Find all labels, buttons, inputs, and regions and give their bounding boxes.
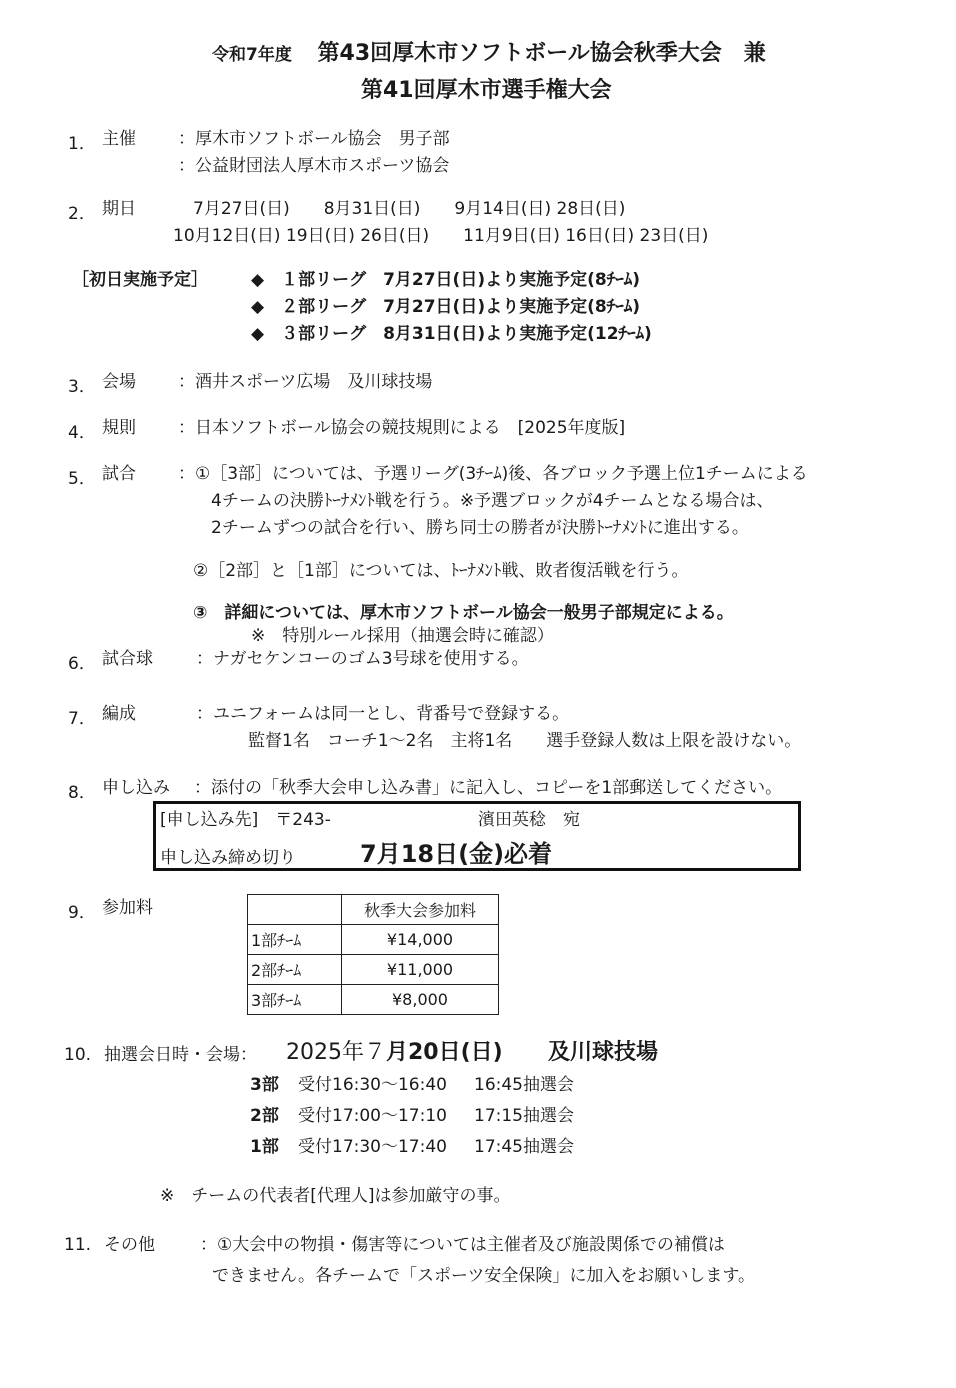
draw-date-main: 月20日(日) [386,1040,503,1065]
draw-reception: 受付17:00～17:10 [298,1106,447,1126]
fee-amount: ¥8,000 [342,985,499,1015]
section-number: 9． [68,903,96,923]
games-line-1: ：①［3部］については、予選リーグ(3ﾁｰﾑ)後、各ブロック予選上位1チームによる [178,464,808,484]
section-label-other: その他 [104,1235,155,1255]
tournament-name: 第43回厚木市ソフトボール協会秋季大会 兼 [317,41,766,66]
table-header: 秋季大会参加料 [342,895,499,925]
draw-division: 2部 [250,1106,279,1126]
table-row [248,925,499,955]
section-number: 7． [68,709,96,729]
section-label-application: 申し込み [102,778,170,798]
ball-value: ：ナガセケンコーのゴム3号球を使用する。 [196,649,529,669]
section-number: 8． [68,783,96,803]
section-number: 10. [64,1045,92,1065]
draw-venue: 及川球技場 [548,1040,659,1065]
section-label-rules: 規則 [102,418,136,438]
games-line-5: ③ 詳細については、厚木市ソフトボール協会一般男子部規定による。 [193,603,734,623]
section-label-dates: 期日 [102,199,136,219]
draw-division: 3部 [250,1075,279,1095]
table-row [248,895,499,925]
dates-line-2: 10月12日(日) 19日(日) 26日(日) 11月9日(日) 16日(日) 23日(日) [173,226,709,246]
team-division: 2部ﾁｰﾑ [248,955,342,985]
draw-date-prefix: 2025年７ [286,1040,386,1065]
section-number: 2． [68,204,96,224]
games-line-3: 2チームずつの試合を行い、勝ち同士の勝者が決勝ﾄｰﾅﾒﾝﾄに進出する。 [211,518,749,538]
team-division: 3部ﾁｰﾑ [248,985,342,1015]
section-number: 6． [68,654,96,674]
organizer-2: ：公益財団法人厚木市スポーツ協会 [178,156,450,176]
document-title-line1 [212,41,766,67]
dates-line-1: 7月27日(日) 8月31日(日) 9月14日(日) 28日(日) [193,199,626,219]
games-note: ※ 特別ルール採用（抽選会時に確認） [251,626,554,646]
application-box [153,801,801,871]
draw-date [286,1040,503,1066]
games-line-4: ②［2部］と［1部］については、ﾄｰﾅﾒﾝﾄ戦、敗者復活戦を行う。 [193,561,689,581]
deadline-label: 申し込み締め切り [160,848,296,868]
section-label-fee: 参加料 [102,898,153,918]
table-row [248,985,499,1015]
first-day-item: ◆ ３部リーグ 8月31日(日)より実施予定(12ﾁｰﾑ) [251,324,652,344]
draw-division: 1部 [250,1137,279,1157]
section-number: 4． [68,423,96,443]
fiscal-year: 令和7年度 [212,45,292,65]
fee-amount: ¥14,000 [342,925,499,955]
team-division: 1部ﾁｰﾑ [248,925,342,955]
section-number: 1． [68,134,96,154]
draw-time: 17:15抽選会 [474,1106,574,1126]
section-number: 5． [68,469,96,489]
table-row [248,955,499,985]
section-label-roster: 編成 [102,704,136,724]
application-recipient: 濱田英稔 宛 [478,810,580,830]
document-title-line2: 第41回厚木市選手権大会 [361,78,612,103]
draw-time: 16:45抽選会 [474,1075,574,1095]
section-number: 11. [64,1235,92,1255]
section-label-draw: 抽選会日時・会場： [104,1045,257,1065]
section-label-organizer: 主催 [102,129,136,149]
fee-amount: ¥11,000 [342,955,499,985]
section-label-venue: 会場 [102,372,136,392]
draw-reception: 受付17:30～17:40 [298,1137,447,1157]
deadline-date: 7月18日(金)必着 [360,840,553,868]
draw-note: ※ チームの代表者[代理人]は参加厳守の事。 [160,1186,511,1206]
section-label-ball: 試合球 [102,649,153,669]
section-number: 3． [68,377,96,397]
first-day-label: ［初日実施予定］ [72,270,208,290]
section-label-games: 試合 [102,464,136,484]
application-value: ：添付の「秋季大会申し込み書」に記入し、コピーを1部郵送してください。 [194,778,783,798]
first-day-item: ◆ １部リーグ 7月27日(日)より実施予定(8ﾁｰﾑ) [251,270,640,290]
venue-value: ：酒井スポーツ広場 及川球技場 [178,372,433,392]
rules-value: ：日本ソフトボール協会の競技規則による [2025年度版] [178,418,626,438]
roster-line-2: 監督1名 コーチ1～2名 主将1名 選手登録人数は上限を設けない。 [248,731,802,751]
other-line-2: できません。各チームで「スポーツ安全保険」に加入をお願いします。 [212,1266,755,1286]
table-header-empty [248,895,342,925]
roster-line-1: ：ユニフォームは同一とし、背番号で登録する。 [196,704,570,724]
games-line-2: 4チームの決勝ﾄｰﾅﾒﾝﾄ戦を行う。※予選ブロックが4チームとなる場合は、 [211,491,774,511]
application-destination: [申し込み先] 〒243- [160,810,331,830]
other-line-1: ：①大会中の物損・傷害等については主催者及び施設関係での補償は [200,1235,725,1255]
first-day-item: ◆ ２部リーグ 7月27日(日)より実施予定(8ﾁｰﾑ) [251,297,640,317]
fee-table [247,894,499,1015]
draw-time: 17:45抽選会 [474,1137,574,1157]
organizer-1: ：厚木市ソフトボール協会 男子部 [178,129,450,149]
draw-reception: 受付16:30～16:40 [298,1075,447,1095]
